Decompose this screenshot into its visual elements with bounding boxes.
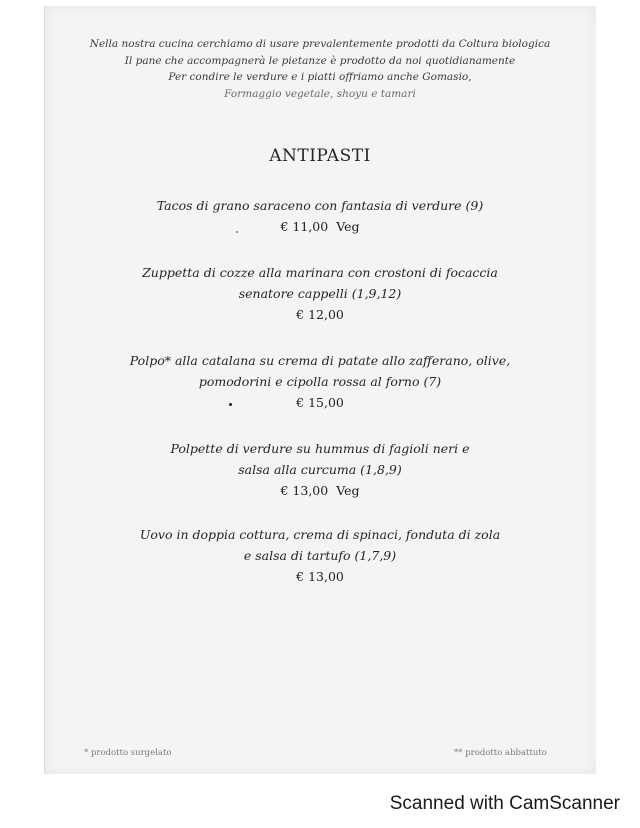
menu-item [44,524,596,587]
intro-notice [44,36,596,102]
dish-price: € 12,00 [296,307,344,322]
dish-price: € 13,00 [296,569,344,584]
footnote-frozen: * prodotto surgelato [84,748,172,758]
intro-line: Formaggio vegetale, shoyu e tamari [224,87,416,100]
dish-price-row [44,480,596,501]
section-title: ANTIPASTI [269,146,371,166]
menu-item [44,262,596,325]
intro-line: Il pane che accompagnerà le pietanze è prodotto da noi quotidianamente [124,54,516,67]
menu-item [44,350,596,413]
dish-description: senatore cappelli (1,9,12) [238,286,402,301]
dish-price-row [44,566,596,587]
dish-description: e salsa di tartufo (1,7,9) [243,548,397,563]
camscanner-watermark: Scanned with CamScanner [389,793,620,814]
dish-description: Uovo in doppia cottura, crema di spinaci, fonduta di zola [139,527,501,542]
intro-line: Per condire le verdure e i piatti offriamo anche Gomasio, [168,71,472,83]
dish-price: € 15,00 [296,395,344,410]
veg-tag: Veg [336,483,360,498]
footnote-blast-chilled: ** prodotto abbattuto [454,748,547,758]
dish-description: salsa alla curcuma (1,8,9) [238,462,402,477]
ink-speck [236,231,238,233]
dish-description: Tacos di grano saraceno con fantasia di verdure (9) [156,198,484,213]
ink-speck [229,403,232,406]
veg-tag: Veg [336,219,360,234]
dish-price: € 11,00 [280,219,329,234]
dish-price: € 13,00 [280,483,329,498]
dish-description: pomodorini e cipolla rossa al forno (7) [198,374,442,389]
dish-price-row [44,392,596,413]
dish-description: Polpette di verdure su hummus di fagioli neri e [170,441,470,456]
menu-item [44,195,596,237]
intro-line: Nella nostra cucina cerchiamo di usare prevalentemente prodotti da Coltura biologica [89,38,551,50]
dish-description: Zuppetta di cozze alla marinara con crostoni di focaccia [142,265,498,280]
dish-price-row [44,304,596,325]
dish-description: Polpo* alla catalana su crema di patate allo zafferano, olive, [129,353,511,368]
dish-price-row [44,216,596,237]
menu-item [44,438,596,501]
